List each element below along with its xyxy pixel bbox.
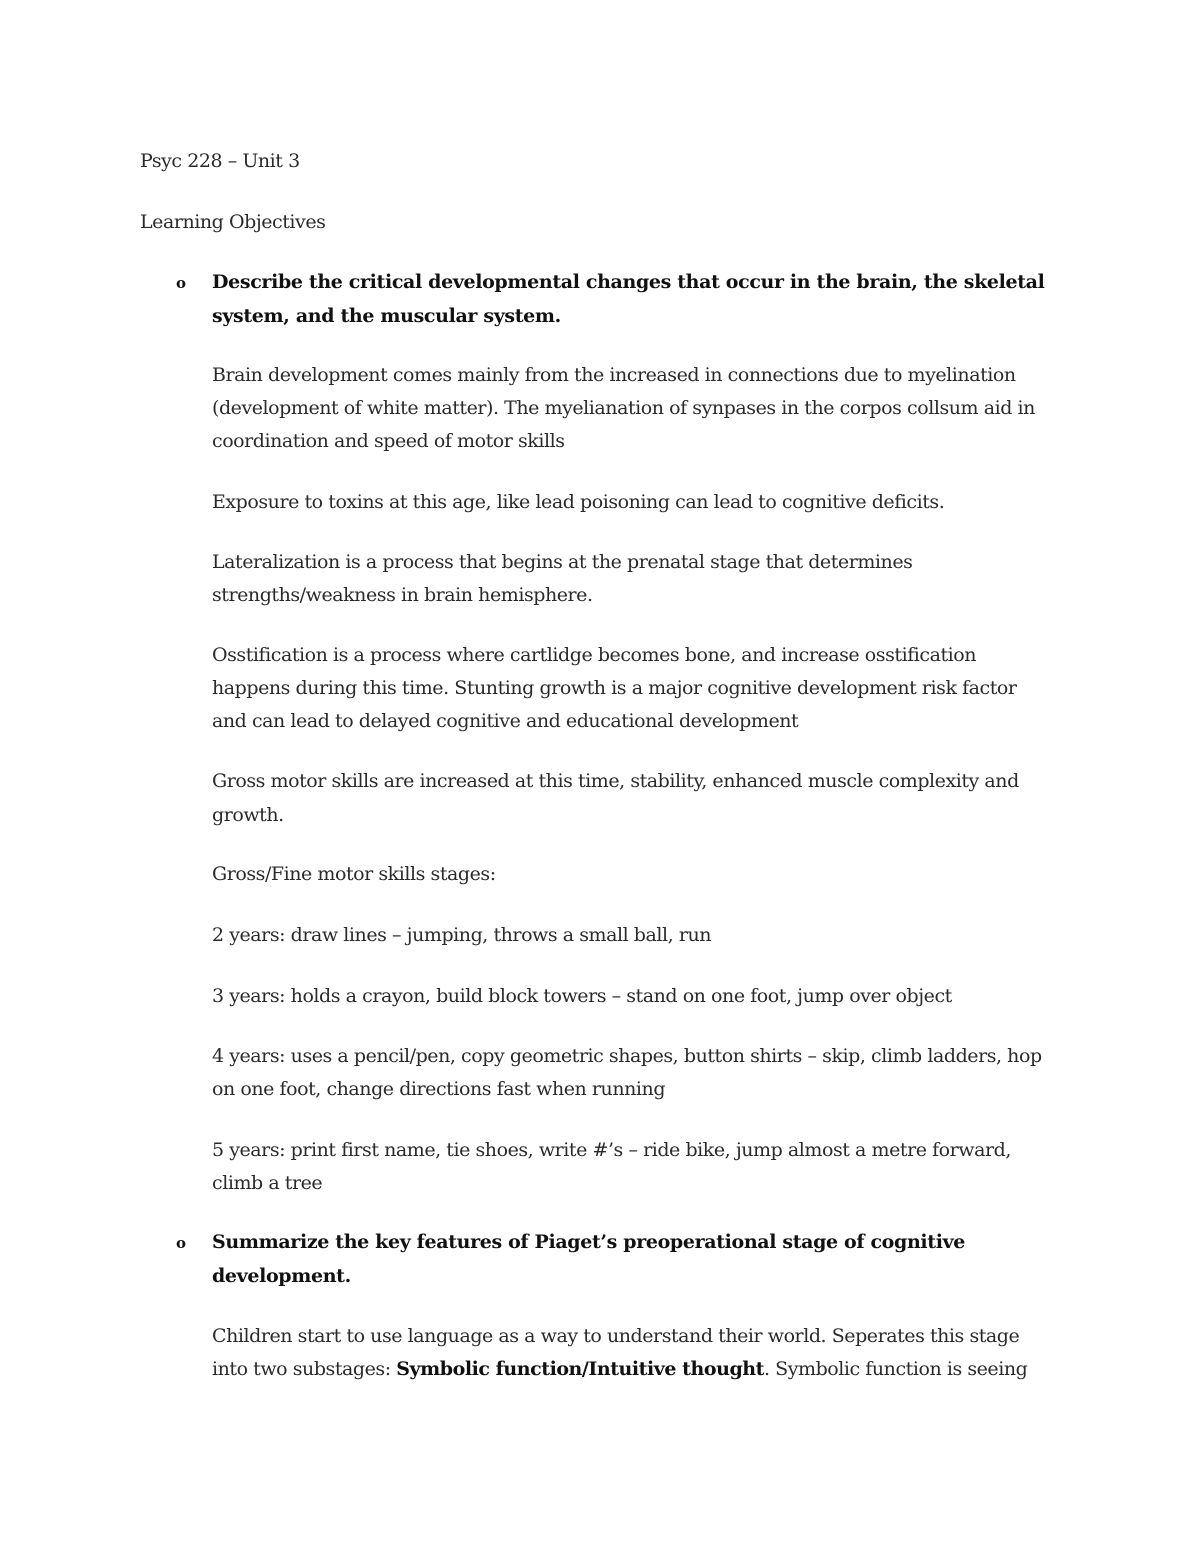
paragraph-line: Lateralization is a process that begins at the prenatal stage that determines <box>212 551 913 573</box>
paragraph-line: growth. <box>212 804 284 826</box>
paragraph-line: coordination and speed of motor skills <box>212 430 565 452</box>
emphasized-term: Symbolic function/Intuitive thought <box>396 1358 764 1380</box>
paragraph-line-mixed <box>212 1353 1027 1386</box>
paragraph-line: 2 years: draw lines – jumping, throws a small ball, run <box>212 924 712 946</box>
paragraph-line: 3 years: holds a crayon, build block towers – stand on one foot, jump over object <box>212 985 952 1007</box>
paragraph-line: Brain development comes mainly from the increased in connections due to myelination <box>212 364 1016 386</box>
paragraph-line: climb a tree <box>212 1172 323 1194</box>
document-title: Psyc 228 – Unit 3 <box>140 150 300 172</box>
paragraph-line: 5 years: print first name, tie shoes, write #’s – ride bike, jump almost a metre forward, <box>212 1139 1011 1161</box>
paragraph-line: strengths/weakness in brain hemisphere. <box>212 584 593 606</box>
paragraph-text: into two substages: <box>212 1358 397 1380</box>
section-heading: Learning Objectives <box>140 211 326 233</box>
paragraph-line: (development of white matter). The myelianation of synpases in the corpos collsum aid in <box>212 397 1035 419</box>
paragraph-line: Children start to use language as a way to understand their world. Seperates this stage <box>212 1325 1020 1347</box>
paragraph-line: Gross motor skills are increased at this time, stability, enhanced muscle complexity and <box>212 770 1019 792</box>
paragraph-line: on one foot, change directions fast when running <box>212 1078 666 1100</box>
bullet-marker: o <box>176 1234 187 1252</box>
paragraph-line: and can lead to delayed cognitive and educational development <box>212 710 799 732</box>
objective-1-line-2: system, and the muscular system. <box>212 305 561 327</box>
objective-2-line-2: development. <box>212 1265 351 1287</box>
paragraph-line: 4 years: uses a pencil/pen, copy geometric shapes, button shirts – skip, climb ladders, hop <box>212 1045 1042 1067</box>
bullet-marker: o <box>176 274 187 292</box>
objective-2-line-1: Summarize the key features of Piaget’s preoperational stage of cognitive <box>212 1231 965 1253</box>
paragraph-text: . Symbolic function is seeing <box>763 1358 1028 1380</box>
paragraph-line: Osstification is a process where cartlidge becomes bone, and increase osstification <box>212 644 977 666</box>
paragraph-line: happens during this time. Stunting growth is a major cognitive development risk factor <box>212 677 1017 699</box>
paragraph-line: Gross/Fine motor skills stages: <box>212 863 496 885</box>
paragraph-line: Exposure to toxins at this age, like lead poisoning can lead to cognitive deficits. <box>212 491 945 513</box>
objective-1-line-1: Describe the critical developmental changes that occur in the brain, the skeletal <box>212 271 1045 293</box>
